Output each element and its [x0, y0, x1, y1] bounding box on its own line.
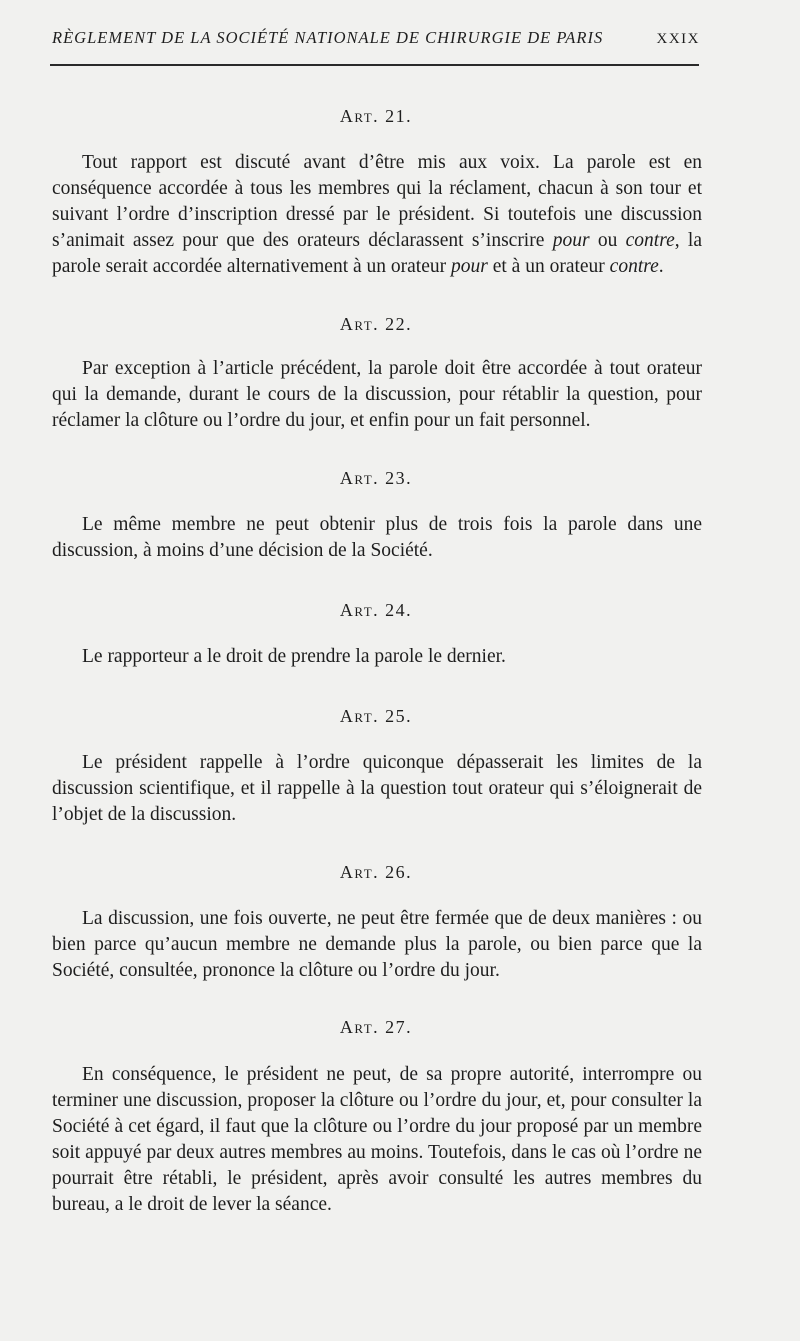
article-heading: Art. 22. [339, 314, 413, 334]
article-text [52, 356, 702, 434]
article-text [52, 1062, 702, 1218]
text-run: Le rapporteur a le droit de prendre la parole le dernier. [82, 646, 506, 667]
text-run: Par exception à l’article précédent, la parole doit être accordée à tout orateur qui la demande, durant le cours de la discussion, pour rétablir la question, pour réclamer la clôture ou l’ordre du jour, et enfin pour un fait personnel. [52, 358, 702, 431]
article-text [52, 644, 702, 670]
text-run: ou [589, 230, 626, 251]
article-text [52, 906, 702, 984]
italic-word: contre [609, 256, 659, 277]
article-heading: Art. 24. [339, 600, 413, 620]
italic-word: pour [451, 256, 488, 277]
italic-word: pour [552, 230, 590, 251]
italic-word: contre [625, 230, 675, 251]
page-number: XXIX [656, 31, 700, 47]
text-run: Le président rappelle à l’ordre quiconque dépasserait les limites de la discussion scientifique, et il rappelle à la question tout orateur qui s’éloignerait de l’objet de la discussion. [52, 752, 702, 825]
text-run: , la parole serait accordée alternativement à un orateur [52, 230, 703, 277]
text-run: En conséquence, le président ne peut, de sa propre autorité, interrompre ou terminer une discussion, proposer la clôture ou l’ordre du jour, et, pour consulter la Société à cet égard, il faut que la clôture ou l’ordre du jour proposé par un membre soit appuyé par deux autres membres au moins. Toutefois, dans le cas où l’ordre ne pourrait être rétabli, le président, après avoir consulté les autres membres du bureau, a le droit de lever la séance. [52, 1064, 702, 1215]
running-title: RÈGLEMENT DE LA SOCIÉTÉ NATIONALE DE CHIRURGIE DE PARIS [52, 28, 604, 47]
article-text [52, 150, 702, 280]
text-run: et à un orateur [487, 256, 610, 277]
article-text [52, 512, 702, 564]
article-heading: Art. 26. [339, 862, 413, 882]
text-run: . [658, 256, 664, 277]
article-heading: Art. 23. [339, 468, 413, 488]
article-text [52, 750, 702, 828]
article-heading: Art. 25. [339, 706, 413, 726]
text-run: La discussion, une fois ouverte, ne peut être fermée que de deux manières : ou bien parce qu’aucun membre ne demande plus la parole, ou bien parce que la Société, consultée, prononce la clôture ou l’ordre du jour. [52, 908, 702, 981]
text-run: Tout rapport est discuté avant d’être mis aux voix. La parole est en conséquence accordée à tous les membres qui la réclament, chacun à son tour et suivant l’ordre d’inscription dressé par le président. Si toutefois une discussion s’animait assez pour que des orateurs déclarassent s’inscrire [52, 152, 702, 251]
article-heading: Art. 21. [339, 106, 413, 126]
text-run: Le même membre ne peut obtenir plus de trois fois la parole dans une discussion, à moins d’une décision de la Société. [52, 514, 702, 561]
header-rule [50, 64, 699, 66]
article-heading: Art. 27. [339, 1017, 413, 1037]
running-header [52, 28, 700, 48]
